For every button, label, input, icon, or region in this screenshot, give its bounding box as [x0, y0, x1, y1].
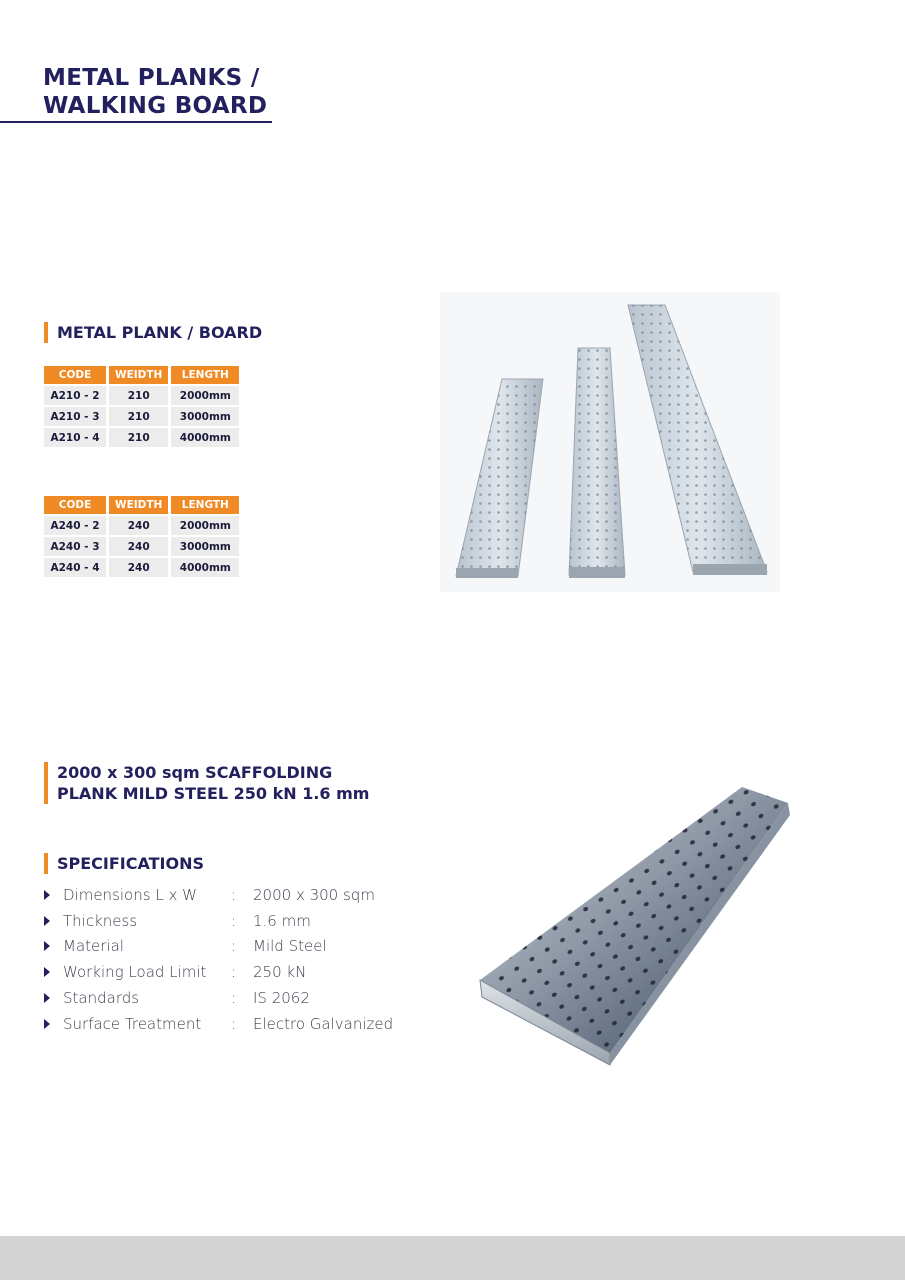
metal-plank-heading [44, 322, 262, 343]
spec-separator: : [231, 885, 237, 904]
spec-value: 250 kN [253, 963, 307, 982]
spec-separator: : [231, 963, 237, 982]
spec-value: 2000 x 300 sqm [253, 885, 375, 904]
list-item [44, 959, 393, 985]
spec-value: Electro Galvanized [253, 1014, 394, 1033]
spec-label: Dimensions L x W [63, 885, 197, 904]
cell-code: A210 - 4 [44, 428, 106, 447]
spec-value: Mild Steel [253, 937, 327, 956]
table-row [44, 386, 239, 405]
scaffolding-plank-image [470, 775, 810, 1075]
cell-code: A240 - 3 [44, 537, 106, 556]
table-row [44, 407, 239, 426]
cell-length: 4000mm [171, 558, 239, 577]
cell-code: A210 - 2 [44, 386, 106, 405]
spec-label: Surface Treatment [63, 1014, 202, 1033]
spec-label: Standards [63, 989, 140, 1008]
spec-label: Working Load Limit [63, 963, 207, 982]
specifications-list [44, 882, 393, 1037]
col-header-width: WEIDTH [109, 496, 168, 514]
col-header-code: CODE [44, 496, 106, 514]
cell-width: 240 [109, 516, 168, 535]
spec-label: Material [63, 937, 124, 956]
metal-planks-image [440, 292, 780, 592]
table-row [44, 537, 239, 556]
cell-width: 210 [109, 386, 168, 405]
cell-code: A240 - 2 [44, 516, 106, 535]
col-header-length: LENGTH [171, 366, 239, 384]
spec-separator: : [231, 911, 237, 930]
cell-length: 3000mm [171, 407, 239, 426]
table-row [44, 516, 239, 535]
list-item [44, 882, 393, 908]
list-item [44, 908, 393, 934]
product-heading-line1: 2000 x 300 sqm SCAFFOLDING [57, 763, 333, 782]
product-heading-line2: PLANK MILD STEEL 250 kN 1.6 mm [57, 784, 370, 803]
cell-width: 240 [109, 537, 168, 556]
cell-width: 210 [109, 428, 168, 447]
table-header-row [44, 366, 239, 384]
title-underline [0, 121, 272, 123]
bullet-arrow-icon [44, 967, 50, 977]
metal-plank-heading-text: METAL PLANK / BOARD [57, 323, 263, 342]
footer-band [0, 1236, 905, 1280]
product-heading [44, 762, 369, 804]
spec-separator: : [231, 937, 237, 956]
bullet-arrow-icon [44, 1019, 50, 1029]
list-item [44, 985, 393, 1011]
cell-width: 210 [109, 407, 168, 426]
cell-length: 2000mm [171, 386, 239, 405]
spec-label: Thickness [63, 911, 138, 930]
cell-width: 240 [109, 558, 168, 577]
col-header-code: CODE [44, 366, 106, 384]
col-header-length: LENGTH [171, 496, 239, 514]
spec-table-a240 [41, 494, 242, 579]
bullet-arrow-icon [44, 916, 50, 926]
specifications-heading-text: SPECIFICATIONS [57, 854, 205, 873]
spec-separator: : [231, 1014, 237, 1033]
cell-length: 4000mm [171, 428, 239, 447]
bullet-arrow-icon [44, 993, 50, 1003]
cell-code: A240 - 4 [44, 558, 106, 577]
page-title-line1: METAL PLANKS / [43, 65, 260, 91]
spec-value: 1.6 mm [253, 911, 311, 930]
table-row [44, 428, 239, 447]
cell-length: 3000mm [171, 537, 239, 556]
cell-length: 2000mm [171, 516, 239, 535]
list-item [44, 1011, 393, 1037]
bullet-arrow-icon [44, 890, 50, 900]
table-row [44, 558, 239, 577]
page-title-line2: WALKING BOARD [43, 93, 268, 119]
specifications-heading [44, 853, 204, 874]
page-title [43, 64, 283, 120]
spec-value: IS 2062 [253, 989, 310, 1008]
table-header-row [44, 496, 239, 514]
spec-table-a210 [41, 364, 242, 449]
bullet-arrow-icon [44, 941, 50, 951]
cell-code: A210 - 3 [44, 407, 106, 426]
col-header-width: WEIDTH [109, 366, 168, 384]
list-item [44, 934, 393, 960]
spec-separator: : [231, 989, 237, 1008]
